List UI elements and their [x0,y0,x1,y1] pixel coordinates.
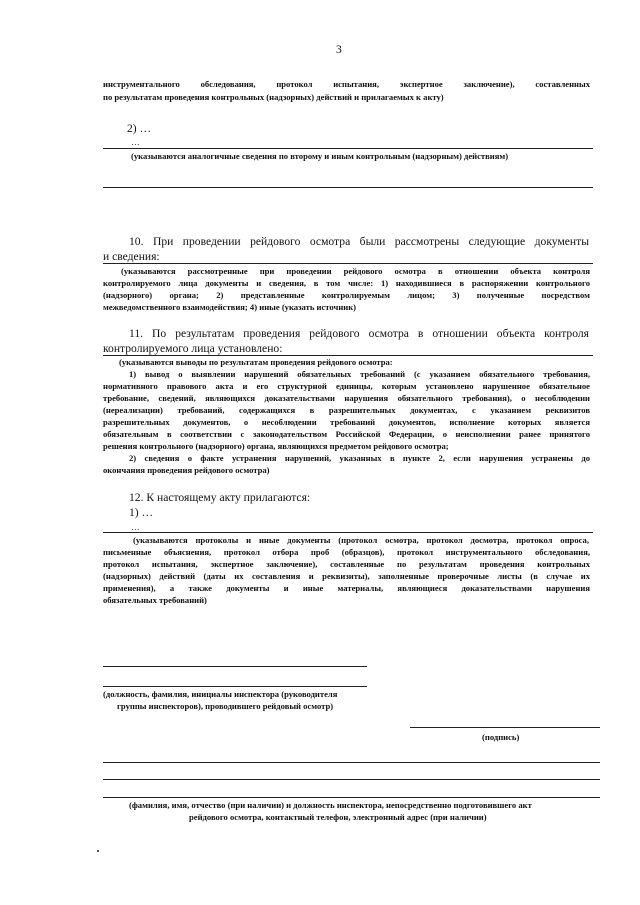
inspector-caption-line1: (должность, фамилия, инициалы инспектора (руководителя [103,689,338,699]
s11-note-5: (нереализации) требований, содержащихся в разрешительных документах, с указанием реквизитов [103,405,590,415]
s10-note-1: (указываются рассмотренные при проведении рейдового осмотра в отношении объекта контроля [121,266,590,276]
page-number: 3 [336,43,342,56]
signature-caption: (подпись) [482,732,520,742]
item2-dots: … [131,137,140,147]
s12-note-4: (надзорных) действий (даты их составления и реквизиты), заполненные проверочные листы (в случае их [103,571,590,581]
top-paragraph-line1: инструментального обследования, протокол испытания, экспертное заключение), составленных [103,79,590,89]
s11-note-3: нормативного правового акта и его структурной единицы, которым установлено нарушенное обязательное [103,381,590,391]
s10-heading-line1: 10. При проведении рейдового осмотра были рассмотрены следующие документы [129,235,589,248]
bottom-blank-line-3 [103,797,600,798]
s10-note-4: межведомственного взаимодействия; 4) иные (указать источник) [103,302,357,312]
s11-heading-line1: 11. По результатам проведения рейдового осмотра в отношении объекта контроля [129,327,589,340]
s11-note-1: (указываются выводы по результатам проведения рейдового осмотра: [119,357,393,367]
s11-note-2: 1) вывод о выявлении нарушений обязательных требований (с указанием обязательного требования, [129,369,590,379]
signature-line [410,727,600,728]
s12-note-1: (указываются протоколы и иные документы (протокол осмотра, протокол досмотра, протокол опроса, [133,535,589,545]
s10-note-2: контролируемого лица документы и сведения, в том числе: 1) находившиеся в распоряжении контрольного [103,278,590,288]
s12-note-2: письменные объяснения, протокол отбора проб (образцов), протокол инструментального обследования, [103,547,590,557]
s12-heading: 12. К настоящему акту прилагаются: [129,491,311,504]
s11-note-6: разрешительных документов, о несоблюдении требований документов, исполнение которых является [103,417,590,427]
s12-item1: 1) … [129,506,154,519]
s11-note-9: 2) сведения о факте устранения нарушений, указанных в пункте 2, если нарушения устранены до [129,453,590,463]
item2-underline [103,148,593,149]
s11-note-4: требование, сведений, являющихся доказательствами нарушения обязательного требования), о несоблюдении [103,393,590,403]
s12-dots: … [131,522,140,532]
inspector-blank-line-1 [103,666,367,667]
s12-underline [103,532,593,533]
bottom-blank-line-1 [103,762,600,763]
s11-note-7: обязательным в соответствии с законодательством Российской Федерации, о неисполнении ранее принятого [103,429,590,439]
bottom-caption-line2: рейдового осмотра, контактный телефон, электронный адрес (при наличии) [189,812,487,822]
item2-caption: (указываются аналогичные сведения по второму и иным контрольным (надзорным) действиям) [131,151,509,161]
bottom-caption-line1: (фамилия, имя, отчество (при наличии) и должность инспектора, непосредственно подготовившего акт [129,800,532,810]
s11-heading-line2: контролируемого лица установлено: [103,342,283,355]
item2-blank-line [103,187,593,188]
s11-note-10: окончания проведения рейдового осмотра) [103,465,270,475]
inspector-blank-line-2 [103,686,367,687]
inspector-caption-line2: группы инспекторов), проводившего рейдовый осмотр) [117,701,334,711]
s12-note-6: обязательных требований) [103,595,207,605]
scan-speck [97,850,99,852]
s12-note-3: протокол испытания, экспертное заключение), составленные по результатам проведения контрольных [103,559,590,569]
bottom-blank-line-2 [103,779,600,780]
s11-note-8: решения контрольного (надзорного) органа, являющихся предметом рейдового осмотра; [103,441,449,451]
s10-heading-line2: и сведения: [103,250,160,263]
item2-label: 2) … [127,122,152,135]
s12-note-5: применения), а также документы и иные материалы, являющиеся доказательствами нарушения [103,583,590,593]
s10-underline [103,263,593,264]
s10-note-3: (надзорного) органа; 2) представленные контролируемым лицом; 3) полученные посредством [103,290,590,300]
top-paragraph-line2: по результатам проведения контрольных (надзорных) действий и прилагаемых к акту) [103,92,444,102]
